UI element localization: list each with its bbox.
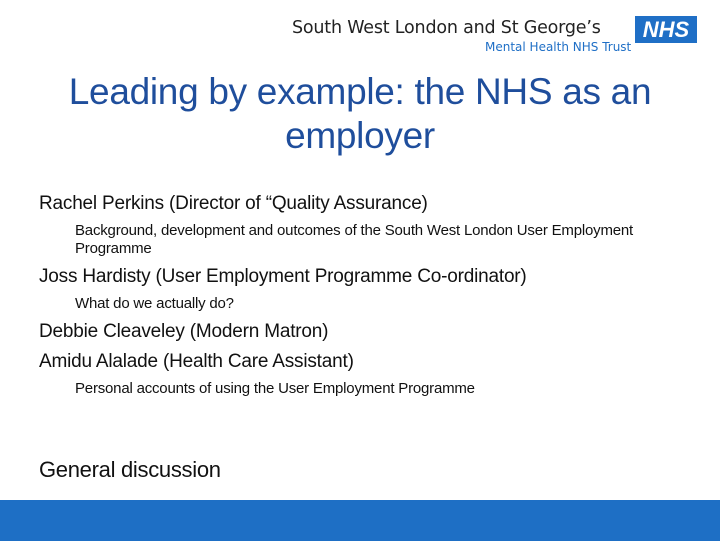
slide-body (39, 192, 679, 405)
speaker-topic: Personal accounts of using the User Employment Programme (75, 380, 475, 397)
speaker-topic: What do we actually do? (75, 295, 234, 312)
footer-bar (0, 500, 720, 541)
speaker-item: Rachel Perkins (Director of “Quality Assurance) (39, 193, 428, 214)
speaker-item: Amidu Alalade (Health Care Assistant) (39, 351, 354, 372)
speaker-item: Debbie Cleaveley (Modern Matron) (39, 321, 329, 342)
nhs-badge: NHS (635, 16, 697, 43)
trust-logo (292, 16, 702, 56)
trust-subtitle: Mental Health NHS Trust (485, 40, 632, 54)
speaker-item: Joss Hardisty (User Employment Programme Co-ordinator) (39, 266, 527, 287)
general-discussion: General discussion (39, 457, 221, 482)
trust-name: South West London and St George’s (292, 18, 601, 38)
slide-title: Leading by example: the NHS as an employer (68, 71, 652, 156)
speaker-topic: Background, development and outcomes of the South West London User Employment Programme (75, 222, 633, 257)
